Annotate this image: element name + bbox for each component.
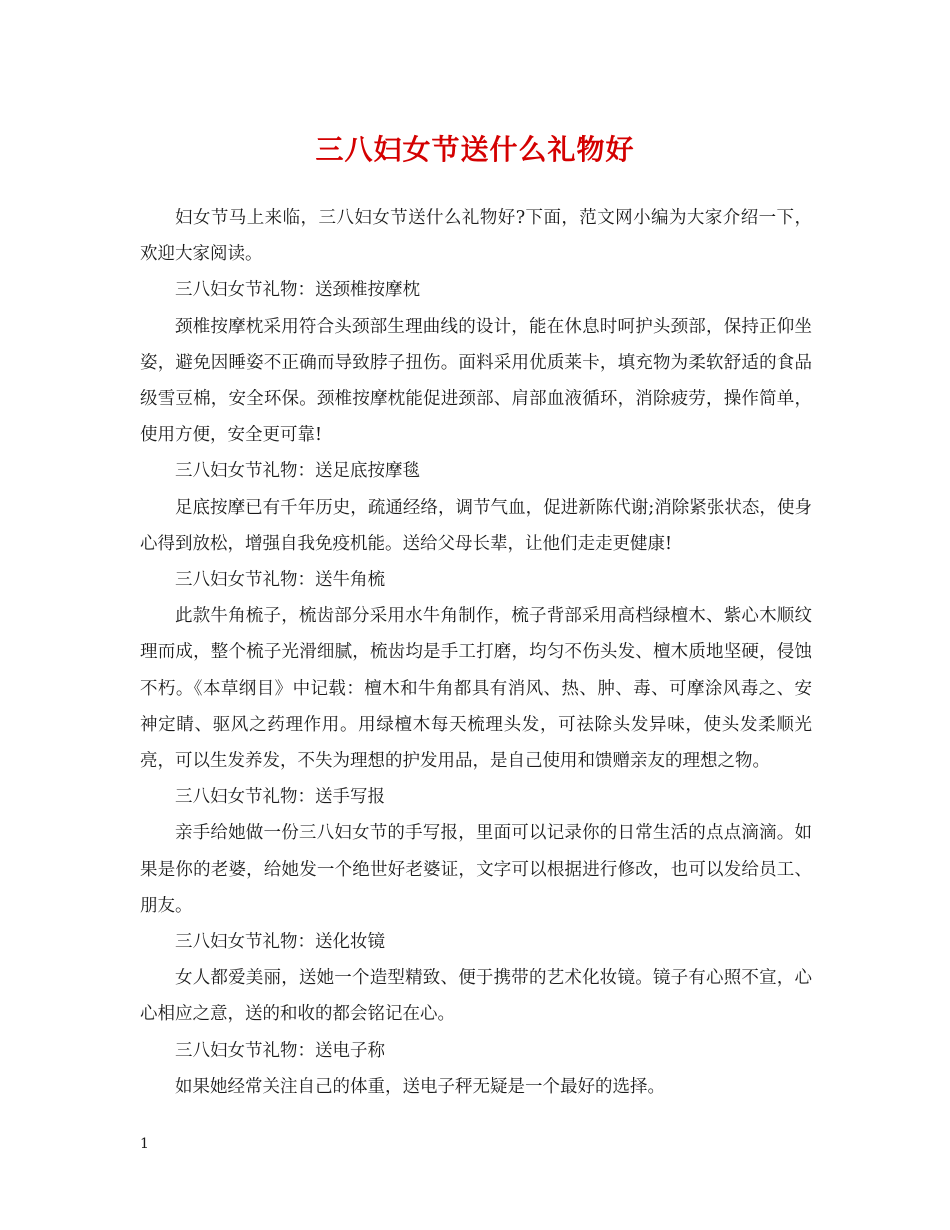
section-heading-horn-comb: 三八妇女节礼物：送牛角梳 [175, 570, 385, 591]
section-heading-foot-mat: 三八妇女节礼物：送足底按摩毯 [175, 461, 420, 482]
page-number: 1 [140, 1136, 149, 1152]
section-heading-makeup-mirror: 三八妇女节礼物：送化妆镜 [175, 932, 385, 953]
section-heading-neck-pillow: 三八妇女节礼物：送颈椎按摩枕 [175, 280, 420, 301]
document-body [140, 200, 812, 1105]
section-heading-handwritten-paper: 三八妇女节礼物：送手写报 [175, 787, 385, 808]
section-body-neck-pillow: 颈椎按摩枕采用符合头颈部生理曲线的设计，能在休息时呵护头颈部，保持正仰坐姿，避免因睡姿不正确而导致脖子扭伤。面料采用优质莱卡，填充物为柔软舒适的食品级雪豆棉，安全环保。颈椎按摩枕能促进颈部、肩部血液循环，消除疲劳，操作简单，使用方便，安全更可靠! [140, 316, 812, 446]
section-heading-electronic-scale: 三八妇女节礼物：送电子称 [175, 1040, 385, 1061]
section-body-horn-comb: 此款牛角梳子，梳齿部分采用水牛角制作，梳子背部采用高档绿檀木、紫心木顺纹理而成，整个梳子光滑细腻，梳齿均是手工打磨，均匀不伤头发、檀木质地坚硬，侵蚀不朽。《本草纲目》中记载：檀木和牛角都具有消风、热、肿、毒、可摩涂风毒之、安神定睛、驱风之药理作用。用绿檀木每天梳理头发，可祛除头发异味，使头发柔顺光亮，可以生发养发，不失为理想的护发用品，是自己使用和馈赠亲友的理想之物。 [140, 606, 812, 772]
section-body-foot-mat: 足底按摩已有千年历史，疏通经络，调节气血，促进新陈代谢;消除紧张状态，使身心得到放松，增强自我免疫机能。送给父母长辈，让他们走走更健康! [140, 497, 812, 554]
document-title: 三八妇女节送什么礼物好 [315, 133, 635, 166]
section-body-electronic-scale: 如果她经常关注自己的体重，送电子秤无疑是一个最好的选择。 [175, 1076, 665, 1097]
intro-paragraph: 妇女节马上来临，三八妇女节送什么礼物好?下面，范文网小编为大家介绍一下，欢迎大家阅读。 [140, 208, 812, 265]
section-body-handwritten-paper: 亲手给她做一份三八妇女节的手写报，里面可以记录你的日常生活的点点滴滴。如果是你的老婆，给她发一个绝世好老婆证，文字可以根据进行修改，也可以发给员工、朋友。 [140, 823, 812, 916]
section-body-makeup-mirror: 女人都爱美丽，送她一个造型精致、便于携带的艺术化妆镜。镜子有心照不宣，心心相应之意，送的和收的都会铭记在心。 [140, 968, 812, 1025]
